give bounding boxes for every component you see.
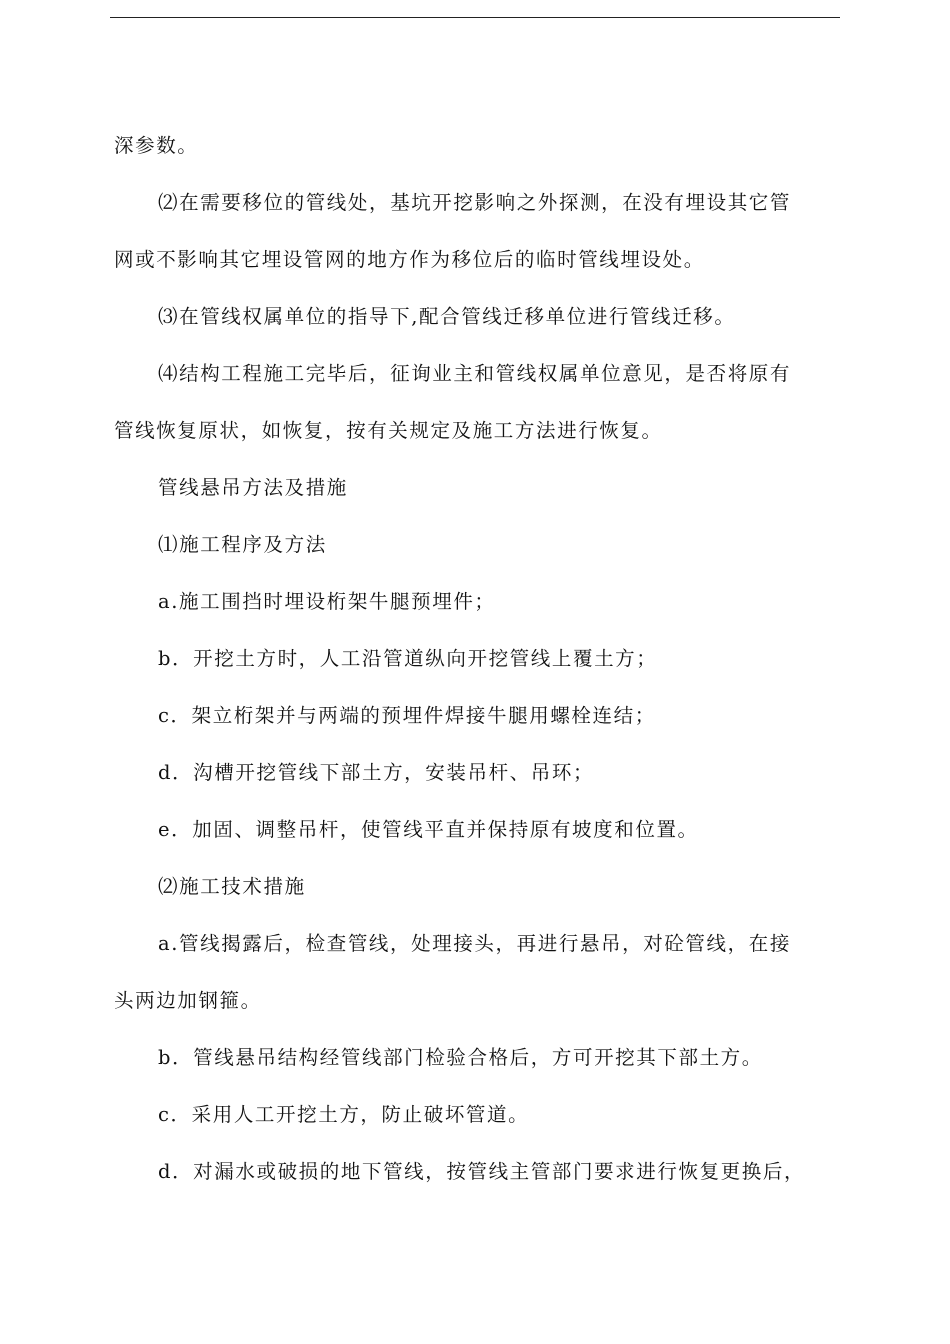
text-line: 深参数。 [114,134,199,157]
list-item: a.施工围挡时埋设桁架牛腿预埋件； [158,590,496,613]
header-rule [110,17,840,18]
text-line: ⑷结构工程施工完毕后，征询业主和管线权属单位意见，是否将原有 [158,362,792,385]
document-body [114,126,838,1209]
subsection-heading: ⑵施工技术措施 [158,875,306,898]
text-line: ⑶在管线权属单位的指导下,配合管线迁移单位进行管线迁移。 [158,305,736,328]
list-item: c．架立桁架并与两端的预埋件焊接牛腿用螺栓连结； [158,704,656,727]
text-line: ⑵在需要移位的管线处，基坑开挖影响之外探测，在没有埋设其它管 [158,191,792,214]
section-heading: 管线悬吊方法及措施 [158,476,348,499]
list-item: b．开挖土方时，人工沿管道纵向开挖管线上覆土方； [158,647,658,670]
list-item: c．采用人工开挖土方，防止破坏管道。 [158,1103,530,1126]
subsection-heading: ⑴施工程序及方法 [158,533,327,556]
text-line: 头两边加钢箍。 [114,989,262,1012]
list-item: a.管线揭露后，检查管线，处理接头，再进行悬吊，对砼管线，在接 [158,932,791,955]
list-item: e．加固、调整吊杆，使管线平直并保持原有坡度和位置。 [158,818,699,841]
list-item: d．沟槽开挖管线下部土方，安装吊杆、吊环； [158,761,595,784]
text-line: 网或不影响其它埋设管网的地方作为移位后的临时管线埋设处。 [114,248,705,271]
list-item: d．对漏水或破损的地下管线，按管线主管部门要求进行恢复更换后， [158,1160,806,1183]
text-line: 管线恢复原状，如恢复，按有关规定及施工方法进行恢复。 [114,419,663,442]
list-item: b．管线悬吊结构经管线部门检验合格后，方可开挖其下部土方。 [158,1046,763,1069]
